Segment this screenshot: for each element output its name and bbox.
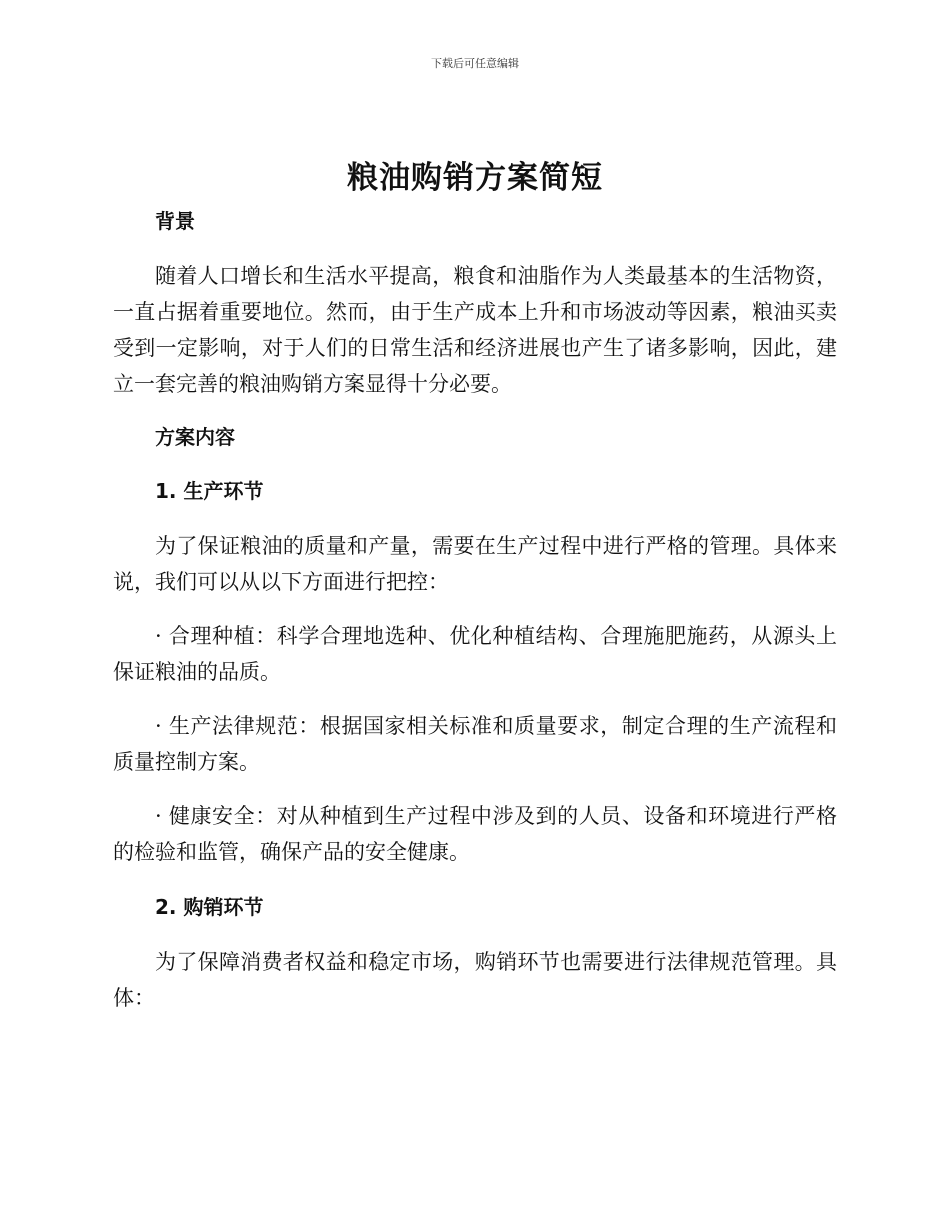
document-body	[113, 206, 837, 1016]
section2-heading: 2. 购销环节	[155, 895, 264, 919]
section1-heading: 1. 生产环节	[155, 479, 264, 503]
background-paragraph: 随着人口增长和生活水平提高，粮食和油脂作为人类最基本的生活物资，一直占据着重要地位。然而，由于生产成本上升和市场波动等因素，粮油买卖受到一定影响，对于人们的日常生活和经济进展也产生了诸多影响，因此，建立一套完善的粮油购销方案显得十分必要。	[113, 264, 837, 396]
plan-heading: 方案内容	[155, 425, 235, 449]
section1-bullet-safety: · 健康安全：对从种植到生产过程中涉及到的人员、设备和环境进行严格的检验和监管，确保产品的安全健康。	[113, 804, 837, 864]
section1-intro: 为了保证粮油的质量和产量，需要在生产过程中进行严格的管理。具体来说，我们可以从以下方面进行把控：	[113, 534, 837, 594]
document-title: 粮油购销方案简短	[347, 160, 603, 196]
section1-bullet-regulation: · 生产法律规范：根据国家相关标准和质量要求，制定合理的生产流程和质量控制方案。	[113, 714, 837, 774]
background-heading: 背景	[155, 209, 195, 233]
section1-bullet-planting: · 合理种植：科学合理地选种、优化种植结构、合理施肥施药，从源头上保证粮油的品质。	[113, 624, 837, 684]
header-note: 下载后可任意编辑	[431, 57, 519, 70]
section2-intro: 为了保障消费者权益和稳定市场，购销环节也需要进行法律规范管理。具体：	[113, 950, 837, 1010]
